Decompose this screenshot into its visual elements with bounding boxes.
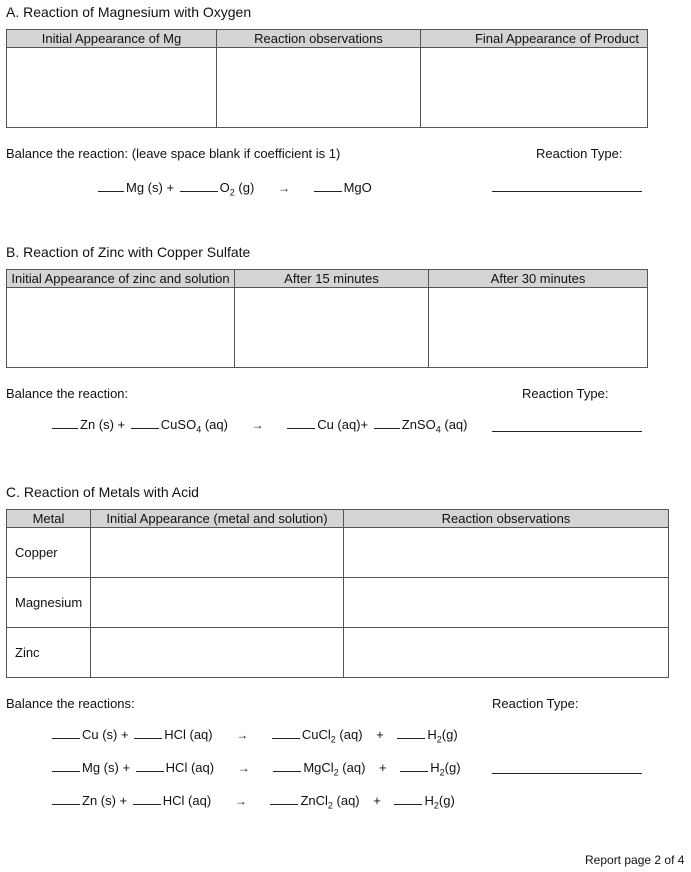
section-c-title: C. Reaction of Metals with Acid bbox=[6, 484, 199, 500]
table-row bbox=[7, 528, 669, 578]
coefficient-blank-mgcl2[interactable] bbox=[273, 761, 301, 772]
term-hcl: HCl (aq) bbox=[165, 760, 215, 775]
coefficient-blank-hcl[interactable] bbox=[133, 794, 161, 805]
coefficient-blank-zn[interactable] bbox=[52, 794, 80, 805]
coefficient-blank-mg[interactable] bbox=[98, 181, 124, 192]
cell-reaction-observations[interactable] bbox=[217, 48, 421, 128]
section-c-reaction-type-field[interactable] bbox=[492, 773, 642, 774]
section-c-equation-magnesium bbox=[52, 760, 461, 778]
header-after-15-minutes: After 15 minutes bbox=[235, 270, 429, 288]
section-b-equation bbox=[52, 417, 467, 435]
coefficient-blank-h2[interactable] bbox=[397, 728, 425, 739]
header-after-30-minutes: After 30 minutes bbox=[429, 270, 648, 288]
header-metal: Metal bbox=[7, 510, 91, 528]
section-c-equation-zinc bbox=[52, 793, 455, 811]
term-cucl2: CuCl$_2$ (aq) bbox=[301, 727, 363, 745]
table-row bbox=[7, 578, 669, 628]
section-c-reaction-type-label: Reaction Type: bbox=[492, 696, 579, 711]
cell-initial-appearance-mg[interactable] bbox=[7, 48, 217, 128]
coefficient-blank-cuso4[interactable] bbox=[131, 418, 159, 429]
term-hcl: HCl (aq) bbox=[164, 727, 213, 742]
term-zn: Zn (s) + bbox=[80, 417, 126, 432]
coefficient-blank-hcl[interactable] bbox=[134, 728, 162, 739]
coefficient-blank-h2[interactable] bbox=[400, 761, 428, 772]
plus-sign: + bbox=[373, 793, 381, 808]
header-reaction-observations: Reaction observations bbox=[344, 510, 669, 528]
term-o2: $O_2$ (g) bbox=[219, 180, 255, 198]
term-mg: Mg (s) + bbox=[126, 180, 175, 195]
section-b-instruction: Balance the reaction: bbox=[6, 386, 129, 401]
coefficient-blank-hcl[interactable] bbox=[136, 761, 164, 772]
section-c-instruction: Balance the reactions: bbox=[6, 696, 135, 711]
cell-copper-initial[interactable] bbox=[91, 528, 344, 578]
header-initial-appearance-metal: Initial Appearance (metal and solution) bbox=[91, 510, 344, 528]
coefficient-blank-mg[interactable] bbox=[52, 761, 80, 772]
term-cu: Cu (aq)+ bbox=[317, 417, 369, 432]
term-hcl: HCl (aq) bbox=[162, 793, 212, 808]
section-a-instruction: Balance the reaction: (leave space blank if coefficient is 1) bbox=[6, 146, 341, 161]
row-label-copper: Copper bbox=[7, 528, 91, 578]
section-b-reaction-type-field[interactable] bbox=[492, 431, 642, 432]
coefficient-blank-zncl2[interactable] bbox=[270, 794, 298, 805]
table-row bbox=[7, 628, 669, 678]
cell-after-30-minutes[interactable] bbox=[429, 288, 648, 368]
term-zncl2: ZnCl$_2$ (aq) bbox=[300, 793, 360, 811]
coefficient-blank-h2[interactable] bbox=[394, 794, 422, 805]
coefficient-blank-cucl2[interactable] bbox=[272, 728, 300, 739]
plus-sign: + bbox=[376, 727, 384, 742]
term-zn: Zn (s) + bbox=[82, 793, 128, 808]
term-znso4: ZnSO$_4$ (aq) bbox=[401, 417, 468, 435]
section-b-title: B. Reaction of Zinc with Copper Sulfate bbox=[6, 244, 251, 260]
cell-after-15-minutes[interactable] bbox=[235, 288, 429, 368]
cell-copper-observations[interactable] bbox=[344, 528, 669, 578]
plus-sign: + bbox=[379, 760, 387, 775]
coefficient-blank-mgo[interactable] bbox=[314, 181, 342, 192]
arrow-icon: → bbox=[236, 728, 249, 742]
arrow-icon: → bbox=[251, 418, 264, 432]
arrow-icon: → bbox=[277, 181, 290, 195]
term-mgo: MgO bbox=[343, 180, 372, 195]
header-final-appearance: Final Appearance of Product bbox=[421, 30, 648, 48]
section-a-title: A. Reaction of Magnesium with Oxygen bbox=[6, 4, 252, 20]
section-c-equation-copper bbox=[52, 727, 458, 745]
section-a-table bbox=[6, 29, 648, 128]
header-initial-appearance-mg: Initial Appearance of Mg bbox=[7, 30, 217, 48]
page-footer: Report page 2 of 4 bbox=[585, 853, 685, 867]
coefficient-blank-znso4[interactable] bbox=[374, 418, 400, 429]
cell-magnesium-initial[interactable] bbox=[91, 578, 344, 628]
section-a-reaction-type-label: Reaction Type: bbox=[536, 146, 623, 161]
coefficient-blank-cu[interactable] bbox=[52, 728, 80, 739]
term-h2: $H_2(g)$ bbox=[424, 793, 455, 811]
cell-final-appearance[interactable] bbox=[421, 48, 648, 128]
cell-magnesium-observations[interactable] bbox=[344, 578, 669, 628]
row-label-zinc: Zinc bbox=[7, 628, 91, 678]
coefficient-blank-cu[interactable] bbox=[287, 418, 315, 429]
arrow-icon: → bbox=[234, 794, 247, 808]
coefficient-blank-zn[interactable] bbox=[52, 418, 78, 429]
section-b-reaction-type-label: Reaction Type: bbox=[522, 386, 609, 401]
section-a-reaction-type-field[interactable] bbox=[492, 191, 642, 192]
term-h2: $H_2(g)$ bbox=[430, 760, 461, 778]
cell-initial-appearance-zinc[interactable] bbox=[7, 288, 235, 368]
term-h2: $H_2(g)$ bbox=[427, 727, 458, 745]
term-cuso4: CuSO$_4$ (aq) bbox=[160, 417, 228, 435]
cell-zinc-observations[interactable] bbox=[344, 628, 669, 678]
section-c-table bbox=[6, 509, 669, 678]
arrow-icon: → bbox=[237, 761, 250, 775]
term-mgcl2: MgCl$_2$ (aq) bbox=[303, 760, 366, 778]
header-reaction-observations: Reaction observations bbox=[217, 30, 421, 48]
row-label-magnesium: Magnesium bbox=[7, 578, 91, 628]
section-a-equation bbox=[98, 180, 372, 198]
header-initial-appearance-zinc: Initial Appearance of zinc and solution bbox=[7, 270, 235, 288]
coefficient-blank-o2[interactable] bbox=[180, 181, 218, 192]
term-mg: Mg (s) + bbox=[82, 760, 131, 775]
term-cu: Cu (s) + bbox=[82, 727, 129, 742]
section-b-table bbox=[6, 269, 648, 368]
cell-zinc-initial[interactable] bbox=[91, 628, 344, 678]
